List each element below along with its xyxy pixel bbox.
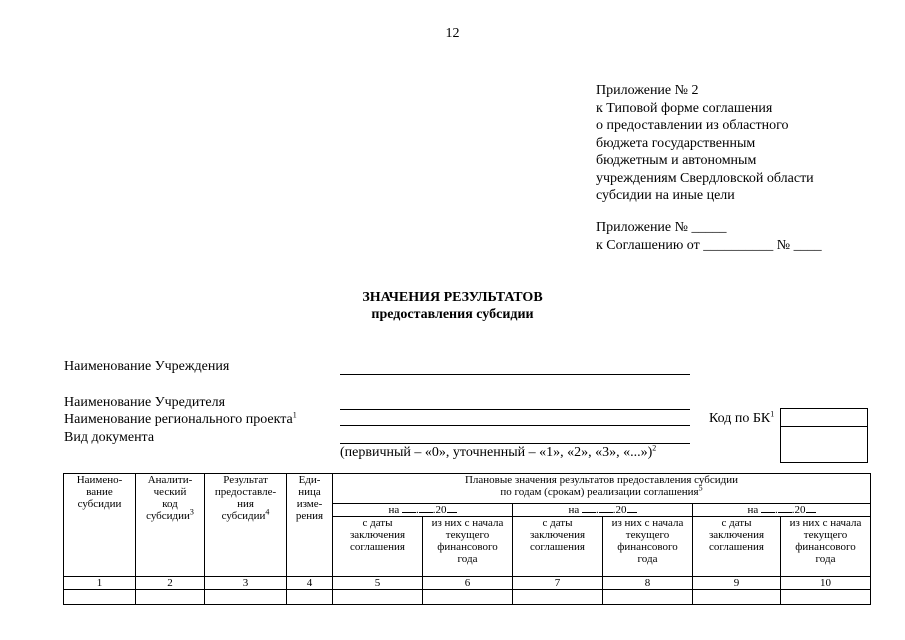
header-analytic-code <box>136 474 205 577</box>
header-text: текущего <box>803 529 848 541</box>
header-text: Плановые значения результатов предоставления субсидии <box>464 474 738 486</box>
appendix-line: к Типовой форме соглашения <box>596 100 773 116</box>
table-cell[interactable] <box>136 590 205 605</box>
period-prefix: на <box>568 504 580 516</box>
page-number: 12 <box>445 26 460 41</box>
agreement-line: к Соглашению от __________ № ____ <box>596 237 822 253</box>
sub-header-from-year <box>603 517 693 577</box>
results-table <box>63 473 871 605</box>
header-text: предоставле- <box>214 486 277 498</box>
appendix-line: о предоставлении из областного <box>596 118 789 133</box>
doc-type-note-text: (первичный – «0», уточненный – «1», «2», «3», «...») <box>340 445 653 460</box>
header-text: по годам (срокам) реализации соглашения <box>500 486 699 498</box>
header-text: финансового <box>617 541 678 553</box>
header-text: заключения <box>708 529 765 541</box>
table-cell[interactable] <box>693 590 781 605</box>
period-prefix: на <box>388 504 400 516</box>
doc-type-label: Вид документа <box>64 430 155 445</box>
header-text: с даты <box>721 517 752 529</box>
header-text: года <box>815 553 836 565</box>
header-text: изме- <box>296 498 323 510</box>
header-text: текущего <box>625 529 670 541</box>
column-number: 10 <box>781 577 871 590</box>
header-text: код <box>162 498 178 510</box>
footnote-marker: 4 <box>265 507 270 517</box>
appendix-line: Приложение № 2 <box>596 83 699 98</box>
column-number: 3 <box>205 577 287 590</box>
header-text: финансового <box>795 541 856 553</box>
column-number: 7 <box>513 577 603 590</box>
header-result <box>205 474 287 577</box>
title-sub: предоставления субсидии <box>371 307 534 322</box>
header-text: ческий <box>153 486 187 498</box>
header-text: заключения <box>349 529 406 541</box>
header-text: года <box>637 553 658 565</box>
bk-code-text: Код по БК <box>709 411 771 426</box>
institution-line <box>340 374 690 375</box>
header-text: из них с начала <box>611 517 684 529</box>
institution-label: Наименование Учреждения <box>64 359 230 374</box>
doc-type-line <box>340 443 690 444</box>
column-number: 1 <box>64 577 136 590</box>
sub-header-from-year <box>423 517 513 577</box>
header-plan-values <box>333 474 871 504</box>
header-subsidy-name <box>64 474 136 577</box>
period-year: 20 <box>794 504 806 516</box>
period-header: на . .20 <box>333 504 513 517</box>
header-text: соглашения <box>350 541 405 553</box>
column-number: 2 <box>136 577 205 590</box>
header-text: субсидии <box>221 510 266 522</box>
column-number: 9 <box>693 577 781 590</box>
footnote-marker: 2 <box>652 443 657 453</box>
founder-label: Наименование Учредителя <box>64 395 226 410</box>
header-text <box>137 507 203 522</box>
footnote-marker: 3 <box>189 507 194 517</box>
period-header: на . .20 <box>693 504 871 517</box>
footnote-marker: 1 <box>292 410 297 420</box>
header-text: Наимено- <box>76 474 123 486</box>
header-unit <box>287 474 333 577</box>
header-text: из них с начала <box>789 517 862 529</box>
regional-project-text: Наименование регионального проекта <box>64 412 293 427</box>
appendix-line: бюджетным и автономным <box>596 153 757 168</box>
header-text: рения <box>295 510 324 522</box>
column-number: 6 <box>423 577 513 590</box>
header-text: финансового <box>437 541 498 553</box>
table-cell[interactable] <box>287 590 333 605</box>
header-text: с даты <box>362 517 393 529</box>
appendix-line: субсидии на иные цели <box>596 188 735 203</box>
bk-code-label <box>709 411 774 427</box>
period-year: 20 <box>615 504 627 516</box>
header-text: ница <box>298 486 321 498</box>
founder-line <box>340 409 690 410</box>
regional-project-line <box>340 425 690 426</box>
doc-type-note <box>340 445 656 461</box>
title-main: ЗНАЧЕНИЯ РЕЗУЛЬТАТОВ <box>362 290 543 305</box>
header-text: текущего <box>445 529 490 541</box>
column-number: 8 <box>603 577 693 590</box>
agreement-line: Приложение № _____ <box>596 220 727 235</box>
footnote-marker: 5 <box>698 483 703 493</box>
header-text: с даты <box>542 517 573 529</box>
table-cell[interactable] <box>64 590 136 605</box>
appendix-line: бюджета государственным <box>596 135 756 151</box>
footnote-marker: 1 <box>770 409 775 419</box>
header-text: заключения <box>529 529 586 541</box>
period-header: на . .20 <box>513 504 693 517</box>
column-number: 5 <box>333 577 423 590</box>
header-text: ния <box>237 498 254 510</box>
header-text: субсидии <box>146 510 190 522</box>
sub-header-from-year <box>781 517 871 577</box>
table-cell[interactable] <box>513 590 603 605</box>
doc-type-box <box>780 426 868 463</box>
period-prefix: на <box>747 504 759 516</box>
header-text: Результат <box>223 474 268 486</box>
table-cell[interactable] <box>333 590 423 605</box>
header-text: Еди- <box>298 474 321 486</box>
table-cell[interactable] <box>781 590 871 605</box>
bk-code-box <box>780 408 868 427</box>
table-cell[interactable] <box>423 590 513 605</box>
period-year: 20 <box>435 504 447 516</box>
sub-header-from-date <box>333 517 423 577</box>
document-title <box>0 289 905 323</box>
table-cell[interactable] <box>205 590 287 605</box>
header-text <box>334 483 869 498</box>
regional-project-label <box>64 412 297 428</box>
table-cell[interactable] <box>603 590 693 605</box>
header-text: соглашения <box>709 541 764 553</box>
appendix-block <box>596 82 814 205</box>
table-row <box>64 590 871 605</box>
header-text: года <box>457 553 478 565</box>
sub-header-from-date <box>693 517 781 577</box>
header-text: Аналити- <box>147 474 193 486</box>
appendix-line: учреждениям Свердловской области <box>596 170 814 186</box>
header-text: вание <box>86 486 113 498</box>
agreement-block <box>596 219 822 254</box>
header-text: субсидии <box>77 498 122 510</box>
header-text: соглашения <box>530 541 585 553</box>
header-text <box>206 507 285 522</box>
column-number: 4 <box>287 577 333 590</box>
header-text: из них с начала <box>431 517 504 529</box>
sub-header-from-date <box>513 517 603 577</box>
